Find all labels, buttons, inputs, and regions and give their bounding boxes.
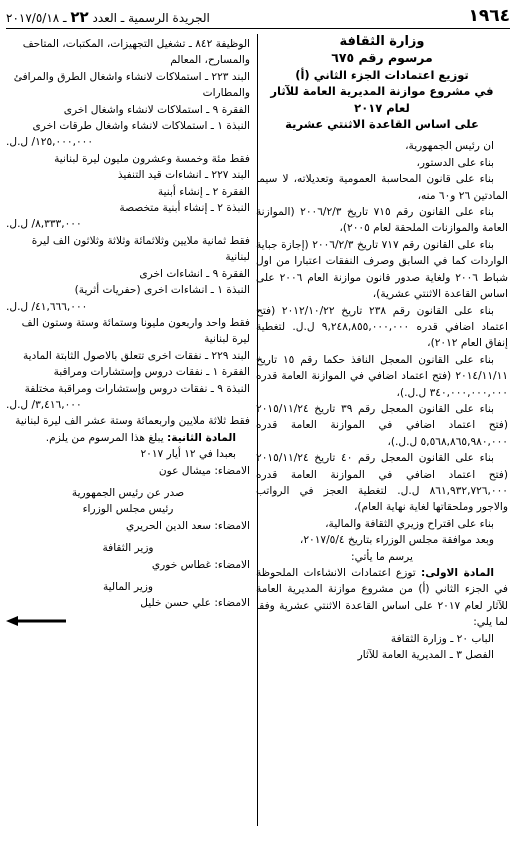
finance-minister-title: وزير المالية: [102, 581, 154, 593]
subject-line-4: على اساس القاعدة الاثنتي عشرية: [285, 117, 479, 132]
amount: ٨,٣٣٣,٠٠٠/ ل.ل.: [6, 218, 82, 231]
page-header: [6, 4, 510, 26]
budget-line: النبذة ٩ ـ نفقات دروس وإستشارات ومراقبة مختلفة: [24, 382, 250, 395]
amount-in-words: فقط واحد واربعون مليونا وستمائة وستة وستون الف ليرة لبنانية: [21, 316, 250, 346]
preamble-paragraph: بناء على القانون رقم ٢٣٨ تاريخ ٢٠١٢/١٠/٢٢ (فتح اعتماد اضافي قدره ٩,٢٤٨,٨٥٥,٠٠٠,٠٠٠ ل.ل. لتغطية إنفاق العام ٢٠١٢)،: [256, 304, 508, 350]
amount-in-words: فقط ثمانية ملايين وثلاثمائة وثلاثة وثلاثون الف ليرة لبنانية: [31, 234, 250, 264]
preamble-paragraph: بناء على قانون المحاسبة العمومية وتعديلاته، لا سيما المادتين ٢٦ و٦٠ منه،: [256, 173, 508, 202]
budget-line: الفقرة ١ ـ نفقات دروس وإستشارات ومراقبة: [53, 366, 250, 379]
signature-president: الامضاء: ميشال عون: [158, 464, 250, 477]
decree-formula: يرسم ما يأتي:: [351, 550, 413, 563]
preamble-paragraph: بناء على اقتراح وزيري الثقافة والمالية،: [325, 517, 494, 530]
signature-culture-minister: الامضاء: غطاس خوري: [151, 558, 250, 571]
preamble-paragraph: بناء على القانون رقم ٧١٧ تاريخ ٢٠٠٦/٢/٣ (إجازة جباية الواردات كما في السابق وصرف النفقات اعتبارا من اول شباط ٢٠٠٦ ولغاية صدور قانون موازنة العام ٢٠٠٦ على اساس القاعدة الاثنتي عشرية)،: [256, 238, 508, 301]
budget-line: الوظيفة ٨٤٢ ـ تشغيل التجهيزات، المكتبات، المتاحف والمسارح، المعالم: [22, 38, 250, 67]
decree-title: مرسوم رقم ٦٧٥: [331, 50, 433, 66]
budget-line: البند ٢٢٣ ـ استملاكات لانشاء واشغال الطرق والمرافئ والمطارات: [13, 70, 250, 100]
article-2: [6, 430, 250, 446]
preamble-paragraph: بناء على القانون المعجل رقم ٣٩ تاريخ ٢٠١٥/١١/٢٤ (فتح اعتماد اضافي في الموازنة العامة قدره ٥,٥٦٨,٨٦٥,٩٨٠,٠٠٠ ل.ل.)،: [256, 402, 508, 448]
place-date: بعبدا في ١٢ أيار ٢٠١٧: [140, 448, 236, 461]
issue-number: ٢٢: [70, 8, 89, 26]
culture-minister-title: وزير الثقافة: [102, 542, 154, 555]
budget-line: البند ٢٢٩ ـ نفقات اخرى تتعلق بالاصول الثابتة المادية: [22, 349, 250, 362]
budget-line: النبذة ١ ـ استملاكات لانشاء واشغال طرقات اخرى: [32, 120, 250, 133]
chapter-line: الباب ٢٠ ـ وزارة الثقافة: [390, 632, 494, 645]
signature-finance-minister: الامضاء: علي حسن خليل: [140, 597, 250, 610]
section-line: الفصل ٣ ـ المديرية العامة للآثار: [357, 649, 494, 662]
article-2-label: المادة الثانية:: [167, 431, 236, 444]
issued-by: صدر عن رئيس الجمهورية: [71, 486, 185, 499]
ministry-title: وزارة الثقافة: [339, 34, 425, 49]
signature-pm: الامضاء: سعد الدين الحريري: [126, 519, 250, 532]
budget-line: الفقرة ٩ ـ استملاكات لانشاء واشغال اخرى: [63, 103, 250, 116]
amount: ١٢٥,٠٠٠,٠٠٠/ ل.ل.: [6, 136, 94, 149]
preamble-paragraph: بناء على الدستور،: [416, 156, 494, 169]
budget-line: البند ٢٢٧ ـ انشاءات قيد التنفيذ: [117, 169, 250, 182]
page-number: ١٩٦٤: [468, 6, 510, 26]
amount: ٤١,٦٦٦,٠٠٠/ ل.ل.: [6, 300, 88, 313]
preamble-paragraph: ان رئيس الجمهورية،: [405, 140, 494, 153]
article-1-text: توزع اعتمادات الانشاءات الملحوظة في الجزء الثاني (أ) من مشروع موازنة المديرية العامة للآثار لعام ٢٠١٧ على اساس القاعدة الاثنتي عشرية وفقا لما يلي:: [256, 567, 509, 629]
article-1-label: المادة الاولى:: [421, 567, 494, 579]
gazette-issue-line: [6, 8, 210, 26]
article-2-text: يبلغ هذا المرسوم من يلزم.: [45, 431, 164, 444]
header-rule: [6, 28, 510, 29]
preamble-paragraph: بناء على القانون المعجل النافذ حكما رقم ١٥ تاريخ ٢٠١٤/١١/١١ (فتح اعتماد اضافي في الموازنة العامة قدره ٣٤٠,٠٠٠,٠٠٠,٠٠٠ ل.ل.)،: [256, 353, 508, 399]
budget-line: النبذة ٢ ـ إنشاء أبنية متخصصة: [119, 202, 250, 215]
budget-line: الفقرة ٢ ـ إنشاء أبنية: [157, 185, 250, 198]
preamble-paragraph: وبعد موافقة مجلس الوزراء بتاريخ ٢٠١٧/٥/٤،: [299, 534, 494, 547]
gazette-prefix: الجريدة الرسمية ـ العدد: [92, 11, 210, 25]
pm-title: رئيس مجلس الوزراء: [82, 503, 174, 516]
budget-line: الفقرة ٩ ـ انشاءات اخرى: [139, 267, 250, 280]
right-column: [256, 34, 508, 663]
issue-date: ـ ٢٠١٧/٥/١٨: [6, 11, 67, 25]
subject-line-3: لعام ٢٠١٧: [354, 100, 410, 115]
amount-in-words: فقط ثلاثة ملايين واربعمائة وستة عشر الف ليرة لبنانية: [15, 415, 250, 428]
subject-line-1: توزيع اعتمادات الجزء الثاني (أ): [295, 67, 469, 82]
preamble-paragraph: بناء على القانون رقم ٧١٥ تاريخ ٢٠٠٦/٢/٣ (الموازنة العامة والموازنات الملحقة لعام ٢٠٠٥)،: [256, 206, 508, 235]
budget-line: النبذة ١ ـ انشاءات اخرى (حفريات أثرية): [74, 284, 250, 297]
left-column: [6, 36, 250, 626]
article-1: [256, 565, 508, 631]
amount: ٣,٤١٦,٠٠٠/ ل.ل.: [6, 398, 82, 411]
end-arrow-icon: [6, 616, 66, 626]
preamble-paragraph: بناء على القانون المعجل رقم ٤٠ تاريخ ٢٠١٥/١١/٢٤ (فتح اعتماد اضافي في الموازنة العامة قدره ٨٦١,٩٣٢,٧٢٦,٠٠٠ ل.ل. لتغطية العجز في الرواتب والاجور وملحقاتها لغاية نهاية العام)،: [256, 452, 508, 514]
amount-in-words: فقط مئة وخمسة وعشرون مليون ليرة لبنانية: [54, 152, 250, 165]
subject-line-2: في مشروع موازنة المديرية العامة للآثار: [270, 84, 494, 99]
